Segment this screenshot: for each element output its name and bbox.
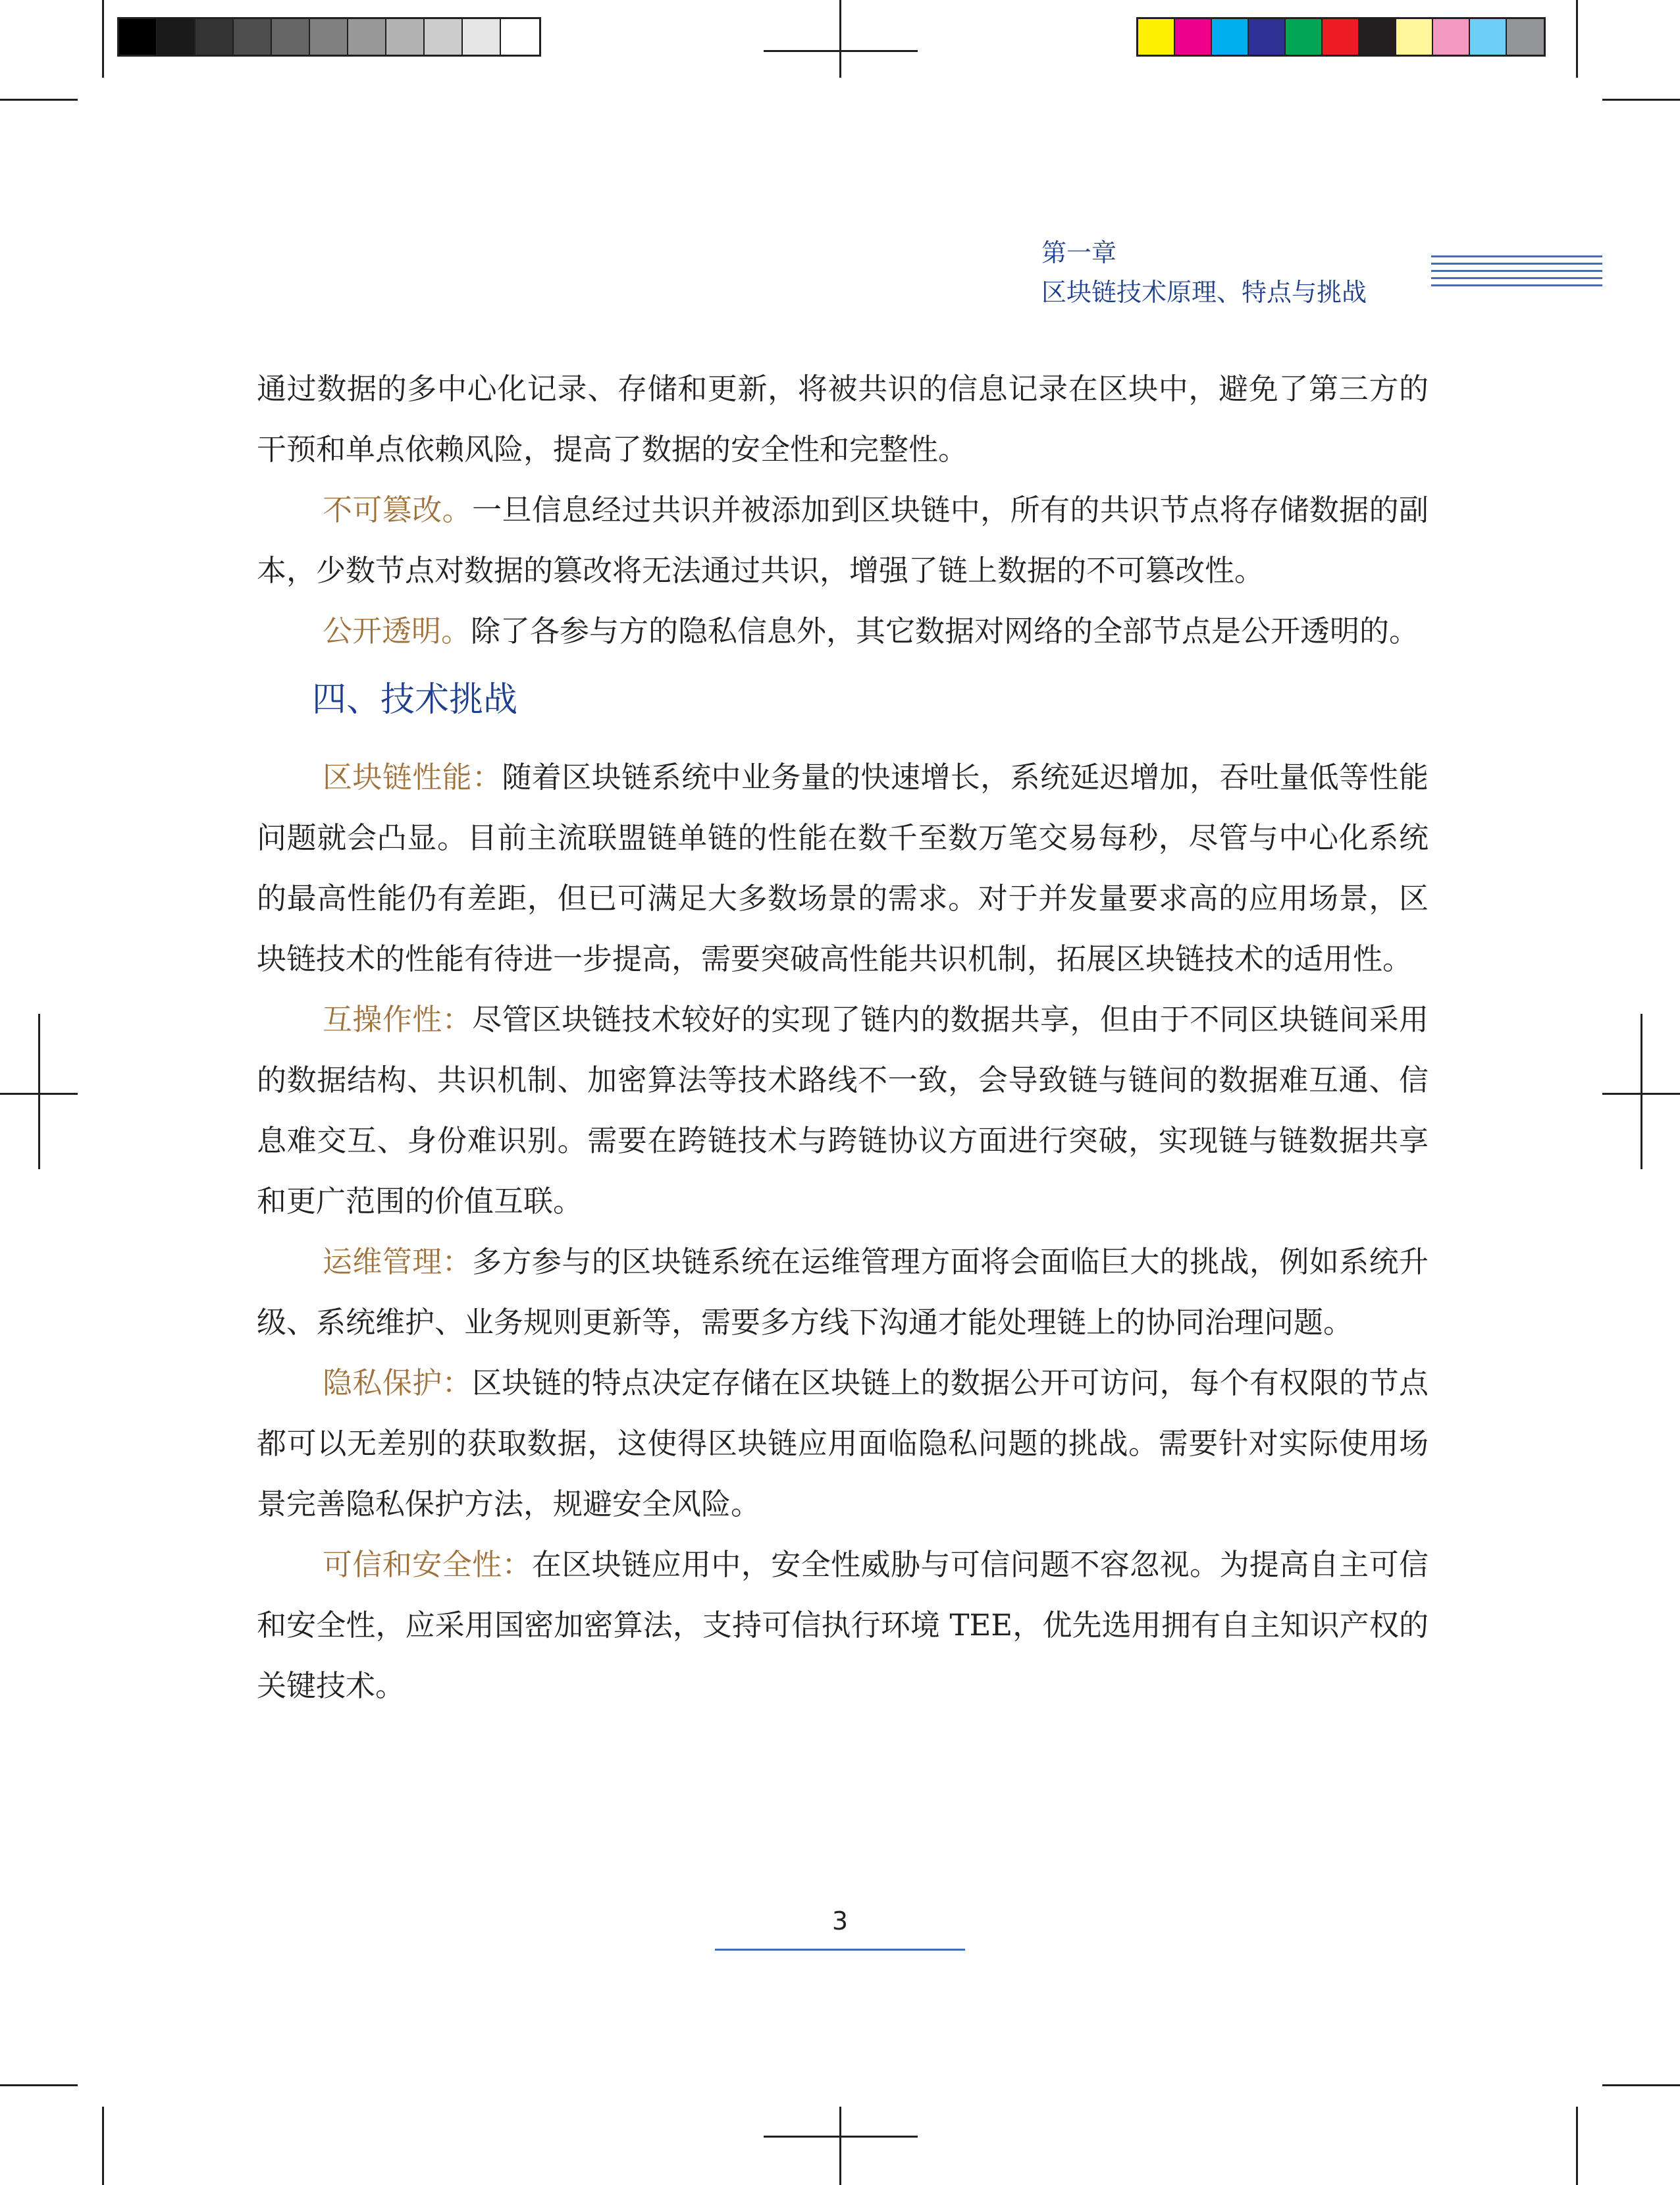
color-control-bar [1136, 17, 1546, 57]
challenge-paragraph [257, 1232, 1429, 1353]
color-swatch [348, 19, 386, 55]
grayscale-control-bar [117, 17, 541, 57]
color-swatch [196, 19, 234, 55]
chapter-title: 区块链技术原理、特点与挑战 [1041, 278, 1367, 307]
section-heading: 四、技术挑战 [312, 680, 518, 720]
challenge-term: 隐私保护： [323, 1365, 473, 1400]
crop-mark-top-left-h [0, 99, 78, 101]
feature-text: 一旦信息经过共识并被添加到区块链中，所有的共识节点将存储数据的副本，少数节点对数据的篡改将无法通过共识，增强了链上数据的不可篡改性。 [257, 492, 1429, 588]
challenge-text: 多方参与的区块链系统在运维管理方面将会面临巨大的挑战，例如系统升级、系统维护、业务规则更新等，需要多方线下沟通才能处理链上的协同治理问题。 [257, 1244, 1429, 1340]
challenge-term: 区块链性能： [323, 760, 502, 795]
feature-term: 公开透明。 [323, 614, 471, 648]
color-swatch [1175, 19, 1212, 55]
crop-mark-bottom-left-v [102, 2107, 104, 2185]
feature-paragraph [257, 601, 1429, 662]
header-decoration-lines [1431, 255, 1602, 292]
crop-mark-bottom-left-h [0, 2084, 78, 2086]
color-swatch [1249, 19, 1286, 55]
color-swatch [310, 19, 348, 55]
feature-term: 不可篡改。 [323, 492, 473, 527]
challenge-term: 互操作性： [323, 1002, 473, 1037]
challenge-term: 运维管理： [323, 1244, 473, 1279]
feature-paragraph [257, 480, 1429, 601]
color-swatch [1323, 19, 1359, 55]
color-swatch [386, 19, 425, 55]
crop-mark-top-left-v [102, 0, 104, 78]
color-swatch [119, 19, 157, 55]
color-swatch [1359, 19, 1396, 55]
chapter-label: 第一章 [1041, 238, 1117, 267]
color-swatch [501, 19, 539, 55]
feature-text: 除了各参与方的隐私信息外，其它数据对网络的全部节点是公开透明的。 [471, 614, 1419, 648]
registration-mark-top-v [839, 0, 841, 78]
color-swatch [425, 19, 463, 55]
page-number: 3 [831, 1907, 849, 1935]
challenge-paragraph [257, 989, 1429, 1232]
crop-mark-top-right-h [1602, 99, 1680, 101]
registration-mark-left-v [38, 1014, 40, 1169]
running-header [1041, 233, 1367, 312]
challenge-text: 在区块链应用中，安全性威胁与可信问题不容忽视。为提高自主可信和安全性，应采用国密加密算法，支持可信执行环境 TEE，优先选用拥有自主知识产权的关键技术。 [257, 1547, 1429, 1703]
color-swatch [272, 19, 310, 55]
registration-mark-right-v [1641, 1014, 1642, 1169]
challenge-text: 区块链的特点决定存储在区块链上的数据公开可访问，每个有权限的节点都可以无差别的获取数据，这使得区块链应用面临隐私问题的挑战。需要针对实际使用场景完善隐私保护方法，规避安全风险。 [257, 1365, 1429, 1521]
page-number-rule [715, 1949, 965, 1951]
page-body [257, 359, 1429, 1716]
color-swatch [234, 19, 272, 55]
registration-mark-bottom-v [839, 2107, 841, 2185]
challenge-term: 可信和安全性： [323, 1547, 532, 1582]
color-swatch [463, 19, 501, 55]
challenge-paragraph [257, 1535, 1429, 1716]
color-swatch [157, 19, 196, 55]
challenge-paragraph [257, 1353, 1429, 1535]
crop-mark-top-right-v [1576, 0, 1578, 78]
color-swatch [1396, 19, 1433, 55]
body-paragraph: 通过数据的多中心化记录、存储和更新，将被共识的信息记录在区块中，避免了第三方的干预和单点依赖风险，提高了数据的安全性和完整性。 [257, 371, 1429, 467]
challenge-paragraph [257, 747, 1429, 989]
color-swatch [1138, 19, 1175, 55]
color-swatch [1507, 19, 1544, 55]
challenge-text: 尽管区块链技术较好的实现了链内的数据共享，但由于不同区块链间采用的数据结构、共识机制、加密算法等技术路线不一致，会导致链与链间的数据难互通、信息难交互、身份难识别。需要在跨链技术与跨链协议方面进行突破，实现链与链数据共享和更广范围的价值互联。 [257, 1002, 1429, 1219]
crop-mark-bottom-right-h [1602, 2084, 1680, 2086]
color-swatch [1286, 19, 1323, 55]
challenge-text: 随着区块链系统中业务量的快速增长，系统延迟增加，吞吐量低等性能问题就会凸显。目前主流联盟链单链的性能在数千至数万笔交易每秒，尽管与中心化系统的最高性能仍有差距，但已可满足大多数场景的需求。对于并发量要求高的应用场景，区块链技术的性能有待进一步提高，需要突破高性能共识机制，拓展区块链技术的适用性。 [257, 760, 1429, 976]
crop-mark-bottom-right-v [1576, 2107, 1578, 2185]
color-swatch [1433, 19, 1470, 55]
color-swatch [1212, 19, 1249, 55]
color-swatch [1470, 19, 1507, 55]
